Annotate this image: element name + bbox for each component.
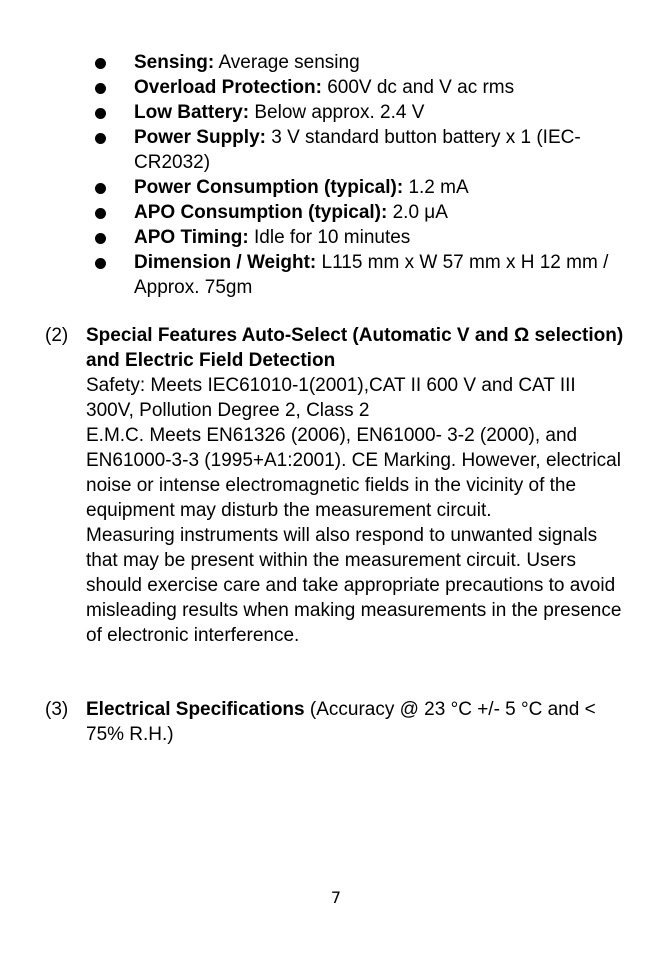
section-body: [86, 697, 626, 747]
spec-value: 1.2 mA: [403, 177, 469, 198]
spec-label: Sensing:: [134, 52, 215, 73]
spec-item-sensing: [0, 50, 672, 75]
page-number: 7: [330, 888, 342, 907]
bullet-icon: [95, 133, 106, 144]
spec-item-apo-consumption: [0, 200, 672, 225]
bullet-icon: [95, 233, 106, 244]
safety-paragraph: Safety: Meets IEC61010-1(2001),CAT II 600 V and CAT III 300V, Pollution Degree 2, Class 2: [86, 375, 576, 421]
bullet-icon: [95, 108, 106, 119]
spec-value: L115 mm x W 57 mm x H 12 mm / Approx. 75gm: [134, 252, 609, 298]
spec-value: 3 V standard button battery x 1 (IEC-CR2032): [134, 127, 581, 173]
spec-label: Power Consumption (typical):: [134, 177, 404, 198]
spec-value: Idle for 10 minutes: [248, 227, 411, 248]
bullet-icon: [95, 58, 106, 69]
bullet-icon: [95, 83, 106, 94]
specifications-list: [0, 50, 672, 300]
spec-label: Overload Protection:: [134, 77, 322, 98]
section-heading-label: Electrical Specifications: [86, 699, 305, 720]
spec-label: APO Consumption (typical):: [134, 202, 388, 223]
spec-label: APO Timing:: [134, 227, 249, 248]
spec-item-power-consumption: [0, 175, 672, 200]
bullet-icon: [95, 208, 106, 219]
spec-item-dimension-weight: [0, 250, 672, 300]
bullet-icon: [95, 258, 106, 269]
bullet-icon: [95, 183, 106, 194]
spec-label: Dimension / Weight:: [134, 252, 317, 273]
spec-value: 2.0 μA: [387, 202, 448, 223]
spec-value: Below approx. 2.4 V: [249, 102, 425, 123]
spec-label: Power Supply:: [134, 127, 266, 148]
section-number: (2): [45, 325, 69, 346]
section-number: (3): [45, 699, 69, 720]
emc-paragraph: E.M.C. Meets EN61326 (2006), EN61000- 3-2 (2000), and EN61000-3-3 (1995+A1:2001). CE Marking. However, electrical noise or intense electromagnetic fields in the vicinity of the equipment may disturb the measurement circuit.: [86, 425, 621, 521]
spec-value: Average sensing: [214, 52, 360, 73]
section-heading: Special Features Auto-Select (Automatic V and Ω selection) and Electric Field Detection: [86, 325, 624, 371]
spec-item-low-battery: [0, 100, 672, 125]
spec-item-power-supply: [0, 125, 672, 175]
spec-item-overload-protection: [0, 75, 672, 100]
spec-item-apo-timing: [0, 225, 672, 250]
spec-label: Low Battery:: [134, 102, 250, 123]
section-heading: [86, 697, 626, 747]
spec-value: 600V dc and V ac rms: [321, 77, 515, 98]
section-body: [86, 323, 626, 648]
measuring-paragraph: Measuring instruments will also respond to unwanted signals that may be present within the measurement circuit. Users should exercise care and take appropriate precautions to avoid misleading results when making measurements in the presence of electronic interference.: [86, 525, 622, 646]
section-heading-detail: (Accuracy @ 23 °C +/- 5 °C and < 75% R.H.): [86, 699, 596, 745]
